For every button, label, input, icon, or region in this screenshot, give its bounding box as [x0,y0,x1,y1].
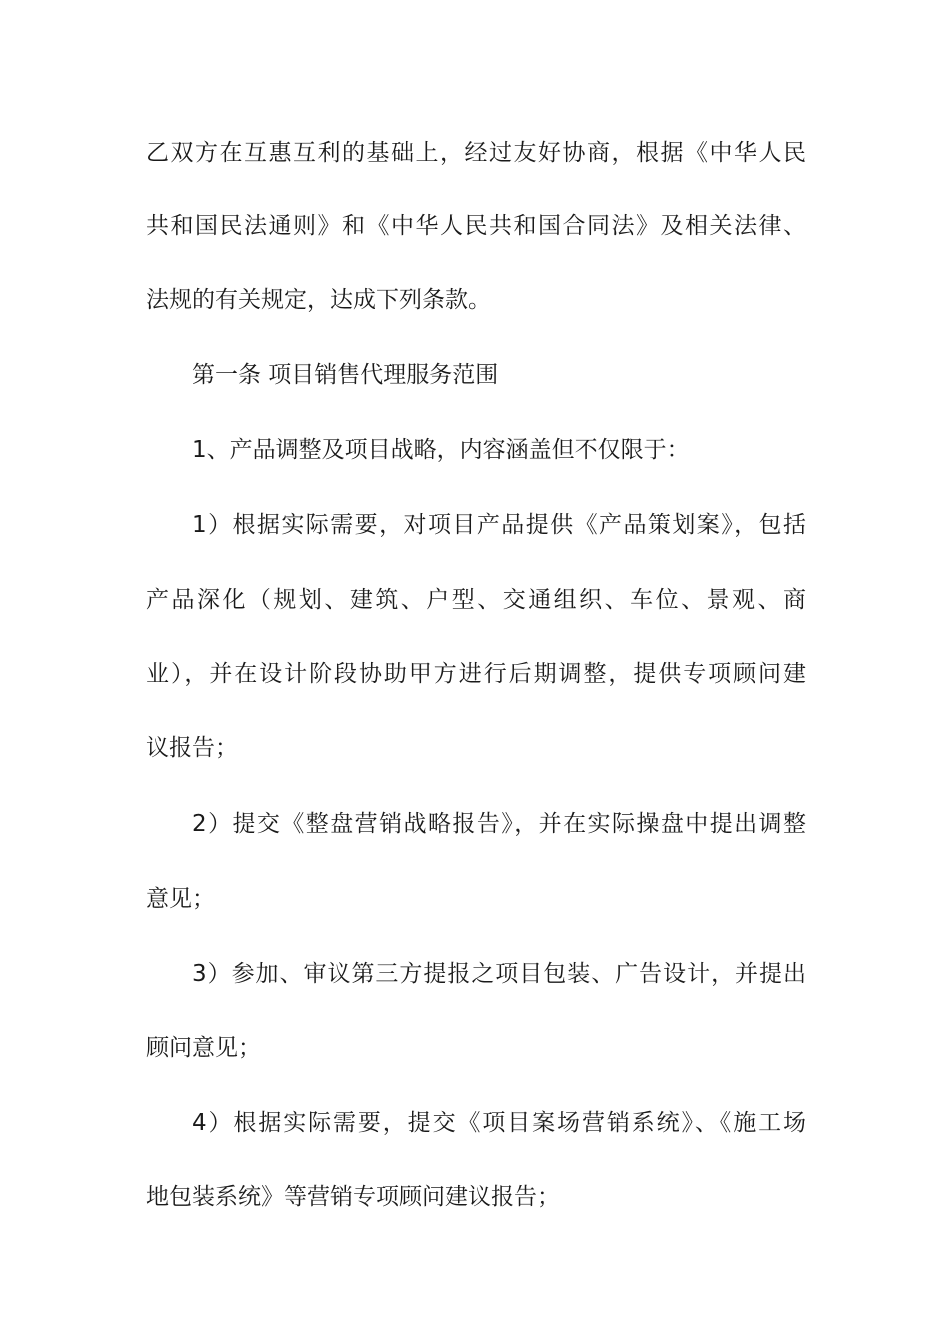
list-item-line: 1）根据实际需要，对项目产品提供《产品策划案》，包括 [192,512,806,538]
list-item-line: 2）提交《整盘营销战略报告》，并在实际操盘中提出调整 [192,811,806,837]
list-item-line: 4）根据实际需要，提交《项目案场营销系统》、《施工场 [192,1110,806,1136]
paragraph-line: 共和国民法通则》和《中华人民共和国合同法》及相关法律、 [146,213,806,239]
paragraph-line: 法规的有关规定，达成下列条款。 [146,287,491,313]
list-item-line: 意见； [146,886,215,912]
list-item-line: 3）参加、审议第三方提报之项目包装、广告设计，并提出 [192,961,806,987]
section-item: 1、产品调整及项目战略，内容涵盖但不仅限于： [192,437,690,463]
list-item-line: 地包装系统》等营销专项顾问建议报告； [146,1184,560,1210]
paragraph-line: 乙双方在互惠互利的基础上，经过友好协商，根据《中华人民 [146,140,806,166]
list-item-line: 产品深化（规划、建筑、户型、交通组织、车位、景观、商 [146,587,806,613]
list-item-line: 业），并在设计阶段协助甲方进行后期调整，提供专项顾问建 [146,661,806,687]
article-heading: 第一条 项目销售代理服务范围 [192,362,499,388]
list-item-line: 议报告； [146,735,238,761]
list-item-line: 顾问意见； [146,1035,261,1061]
